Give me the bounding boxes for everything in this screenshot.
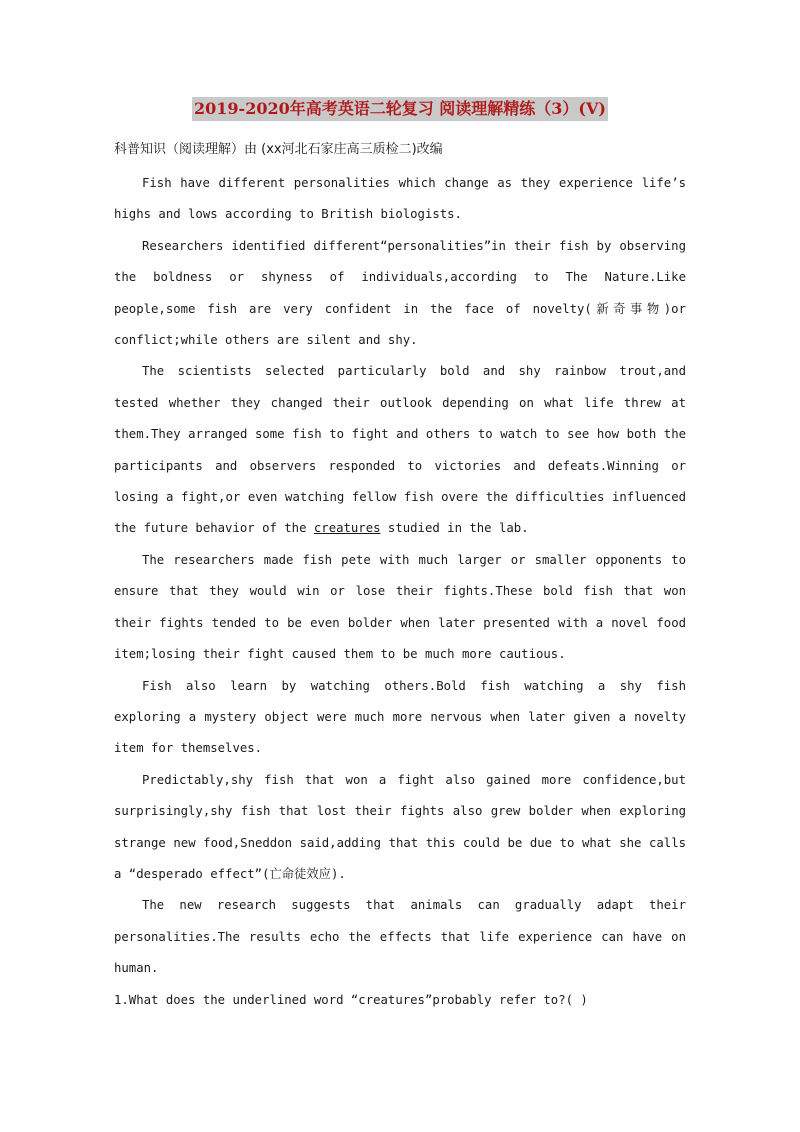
document-title: 2019-2020年高考英语二轮复习 阅读理解精练（3）(V) <box>192 97 608 121</box>
article-body <box>114 168 686 1016</box>
source-line: 科普知识（阅读理解）由 (xx河北石家庄高三质检二)改编 <box>114 142 443 157</box>
paragraph-7: The new research suggests that animals can gradually adapt their personalities.The results echo the effects that life experience can have on human. <box>114 898 686 976</box>
underlined-word-creatures: creatures <box>313 521 381 536</box>
paragraph-5: Fish also learn by watching others.Bold fish watching a shy fish exploring a mystery object were much more nervous when later given a novelty item for themselves. <box>114 678 686 756</box>
title-container <box>0 97 800 121</box>
paragraph-3-text-after: studied in the lab. <box>380 521 529 536</box>
paragraph-6: Predictably,shy fish that won a fight also gained more confidence,but surprisingly,shy fish that lost their fights also grew bolder when exploring strange new food,Sneddon said,adding that this could be due to what she calls a “desperado effect”(亡命徒效应). <box>114 772 686 881</box>
paragraph-4: The researchers made fish pete with much larger or smaller opponents to ensure that they would win or lose their fights.These bold fish that won their fights tended to be even bolder when later presented with a novel food item;losing their fight caused them to be much more cautious. <box>114 552 686 662</box>
question-1: 1.What does the underlined word “creatures”probably refer to?( ) <box>114 992 588 1007</box>
paragraph-2: Researchers identified different“personalities”in their fish by observing the boldness or shyness of individuals,according to The Nature.Like people,some fish are very confident in the face of novelty(新奇事物)or conflict;while others are silent and shy. <box>114 238 686 348</box>
paragraph-1: Fish have different personalities which change as they experience life’s highs and lows according to British biologists. <box>114 176 686 222</box>
paragraph-3 <box>114 356 686 544</box>
paragraph-3-text-before: The scientists selected particularly bold and shy rainbow trout,and tested whether they changed their outlook depending on what life threw at them.They arranged some fish to fight and others to watch to see how both the participants and observers responded to victories and defeats.Winning or losing a fight,or even watching fellow fish overe the difficulties influenced the future behavior of the <box>114 364 686 536</box>
